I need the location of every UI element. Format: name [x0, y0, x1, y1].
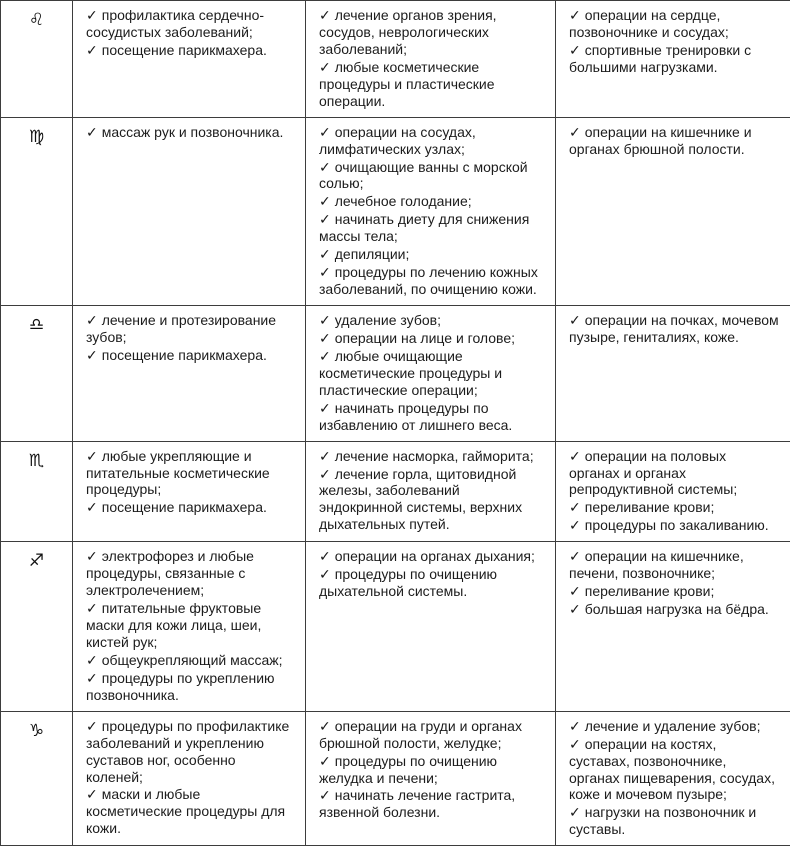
- list-item: [569, 548, 780, 582]
- list-item-text: спортивные тренировки с большими нагрузками.: [569, 42, 751, 75]
- content-cell: [306, 306, 556, 442]
- list-item-text: профилактика сердечно-сосудистых заболеваний;: [86, 7, 264, 40]
- list-item-text: лечение органов зрения, сосудов, неврологических заболеваний;: [319, 7, 497, 57]
- zodiac-sign-cell: [1, 306, 73, 442]
- list-item: [86, 448, 295, 499]
- list-item-text: лечение и протезирование зубов;: [86, 312, 276, 345]
- checkmark-icon: ✓: [569, 517, 581, 533]
- table-row: [1, 711, 790, 846]
- content-cell: [556, 441, 790, 542]
- list-item: [569, 583, 780, 600]
- content-cell: [306, 1, 556, 118]
- list-item-text: операции на лице и голове;: [335, 330, 515, 346]
- list-item-text: начинать процедуры по избавлению от лишнего веса.: [319, 400, 512, 433]
- list-item-text: лечение насморка, гайморита;: [335, 448, 534, 464]
- list-item-text: лечение и удаление зубов;: [585, 718, 761, 734]
- checkmark-icon: ✓: [319, 124, 331, 140]
- list-item: [319, 7, 545, 58]
- list-item: [86, 786, 295, 837]
- checkmark-icon: ✓: [569, 718, 581, 734]
- list-item: [569, 736, 780, 804]
- checkmark-icon: ✓: [86, 600, 98, 616]
- list-item-text: процедуры по очищению желудка и печени;: [319, 753, 497, 786]
- checkmark-icon: ✓: [319, 400, 331, 416]
- list-item-text: операции на костях, суставах, позвоночнике, органах пищеварения, сосудах, коже и мочевом пузыре;: [569, 736, 775, 803]
- checkmark-icon: ✓: [319, 159, 331, 175]
- list-item: [86, 499, 295, 516]
- list-item: [569, 312, 780, 346]
- checkmark-icon: ✓: [319, 718, 331, 734]
- list-item-text: маски и любые косметические процедуры для кожи.: [86, 786, 285, 836]
- checkmark-icon: ✓: [319, 753, 331, 769]
- checkmark-icon: ✓: [319, 787, 331, 803]
- checkmark-icon: ✓: [86, 499, 98, 515]
- table-row: [1, 1, 790, 118]
- content-cell: [306, 711, 556, 846]
- checkmark-icon: ✓: [569, 601, 581, 617]
- zodiac-sign-cell: [1, 711, 73, 846]
- content-cell: [73, 711, 306, 846]
- list-item: [569, 601, 780, 618]
- content-cell: [556, 711, 790, 846]
- list-item: [569, 42, 780, 76]
- table-row: [1, 306, 790, 442]
- list-item: [319, 59, 545, 110]
- table-row: [1, 117, 790, 305]
- list-item: [319, 787, 545, 821]
- checkmark-icon: ✓: [86, 42, 98, 58]
- checkmark-icon: ✓: [569, 448, 581, 464]
- checkmark-icon: ✓: [319, 246, 331, 262]
- zodiac-sign-cell: [1, 117, 73, 305]
- list-item: [569, 7, 780, 41]
- list-item-text: большая нагрузка на бёдра.: [585, 601, 769, 617]
- checkmark-icon: ✓: [319, 193, 331, 209]
- list-item: [569, 124, 780, 158]
- checkmark-icon: ✓: [569, 124, 581, 140]
- content-cell: [73, 1, 306, 118]
- list-item-text: операции на кишечнике, печени, позвоночнике;: [569, 548, 744, 581]
- list-item: [319, 400, 545, 434]
- list-item-text: процедуры по закаливанию.: [585, 517, 769, 533]
- list-item: [319, 466, 545, 534]
- checkmark-icon: ✓: [319, 264, 331, 280]
- list-item: [319, 264, 545, 298]
- checkmark-icon: ✓: [569, 312, 581, 328]
- list-item: [86, 42, 295, 59]
- checkmark-icon: ✓: [86, 347, 98, 363]
- list-item-text: посещение парикмахера.: [102, 42, 267, 58]
- content-cell: [306, 441, 556, 542]
- list-item-text: операции на груди и органах брюшной полости, желудке;: [319, 718, 522, 751]
- zodiac-sign-cell: [1, 1, 73, 118]
- list-item: [319, 193, 545, 210]
- list-item: [319, 330, 545, 347]
- content-cell: [73, 117, 306, 305]
- list-item-text: переливание крови;: [585, 499, 715, 515]
- zodiac-leo-icon: ♌: [29, 10, 44, 31]
- list-item: [319, 124, 545, 158]
- list-item: [319, 753, 545, 787]
- list-item-text: посещение парикмахера.: [102, 347, 267, 363]
- checkmark-icon: ✓: [569, 804, 581, 820]
- list-item: [569, 517, 780, 534]
- list-item-text: депиляции;: [335, 246, 410, 262]
- list-item: [319, 548, 545, 565]
- checkmark-icon: ✓: [86, 670, 98, 686]
- list-item: [569, 718, 780, 735]
- list-item-text: начинать лечение гастрита, язвенной болезни.: [319, 787, 515, 820]
- checkmark-icon: ✓: [569, 42, 581, 58]
- list-item: [86, 312, 295, 346]
- checkmark-icon: ✓: [319, 448, 331, 464]
- zodiac-libra-icon: ♎: [29, 315, 44, 336]
- zodiac-sign-cell: [1, 542, 73, 711]
- list-item: [86, 670, 295, 704]
- checkmark-icon: ✓: [86, 652, 98, 668]
- checkmark-icon: ✓: [319, 548, 331, 564]
- list-item-text: процедуры по очищению дыхательной системы.: [319, 566, 497, 599]
- content-cell: [556, 1, 790, 118]
- list-item-text: операции на сосудах, лимфатических узлах;: [319, 124, 476, 157]
- checkmark-icon: ✓: [569, 499, 581, 515]
- checkmark-icon: ✓: [86, 718, 98, 734]
- list-item-text: общеукрепляющий массаж;: [102, 652, 283, 668]
- list-item: [569, 499, 780, 516]
- checkmark-icon: ✓: [319, 566, 331, 582]
- list-item: [86, 600, 295, 651]
- zodiac-scorpio-icon: ♏: [29, 451, 44, 472]
- list-item-text: процедуры по укреплению позвоночника.: [86, 670, 275, 703]
- list-item-text: электрофорез и любые процедуры, связанные с электролечением;: [86, 548, 254, 598]
- list-item-text: массаж рук и позвоночника.: [102, 124, 284, 140]
- list-item-text: процедуры по лечению кожных заболеваний, по очищению кожи.: [319, 264, 538, 297]
- checkmark-icon: ✓: [569, 548, 581, 564]
- list-item-text: операции на половых органах и органах репродуктивной системы;: [569, 448, 737, 498]
- list-item: [319, 348, 545, 399]
- list-item: [319, 718, 545, 752]
- list-item: [319, 246, 545, 263]
- list-item: [569, 804, 780, 838]
- table-row: [1, 542, 790, 711]
- list-item-text: любые косметические процедуры и пластические операции.: [319, 59, 495, 109]
- checkmark-icon: ✓: [319, 330, 331, 346]
- checkmark-icon: ✓: [86, 448, 98, 464]
- checkmark-icon: ✓: [319, 59, 331, 75]
- list-item-text: операции на кишечнике и органах брюшной полости.: [569, 124, 752, 157]
- list-item: [86, 718, 295, 786]
- checkmark-icon: ✓: [319, 348, 331, 364]
- list-item: [569, 448, 780, 499]
- checkmark-icon: ✓: [569, 583, 581, 599]
- list-item: [319, 448, 545, 465]
- checkmark-icon: ✓: [86, 312, 98, 328]
- list-item: [319, 159, 545, 193]
- checkmark-icon: ✓: [569, 7, 581, 23]
- list-item-text: процедуры по профилактике заболеваний и укреплению суставов ног, особенно коленей;: [86, 718, 289, 785]
- list-item-text: лечение горла, щитовидной железы, заболеваний эндокринной системы, верхних дыхательных путей.: [319, 466, 522, 533]
- content-cell: [73, 542, 306, 711]
- checkmark-icon: ✓: [569, 736, 581, 752]
- list-item-text: посещение парикмахера.: [102, 499, 267, 515]
- list-item-text: любые очищающие косметические процедуры и пластические операции;: [319, 348, 502, 398]
- list-item-text: лечебное голодание;: [335, 193, 472, 209]
- zodiac-sign-cell: [1, 441, 73, 542]
- list-item: [86, 124, 295, 141]
- checkmark-icon: ✓: [319, 466, 331, 482]
- zodiac-sagittarius-icon: ♐: [29, 551, 44, 572]
- content-cell: [306, 542, 556, 711]
- content-cell: [306, 117, 556, 305]
- list-item-text: питательные фруктовые маски для кожи лица, шеи, кистей рук;: [86, 600, 261, 650]
- list-item: [86, 548, 295, 599]
- list-item: [86, 652, 295, 669]
- list-item-text: любые укрепляющие и питательные косметические процедуры;: [86, 448, 270, 498]
- content-cell: [556, 306, 790, 442]
- checkmark-icon: ✓: [319, 312, 331, 328]
- list-item-text: начинать диету для снижения массы тела;: [319, 211, 529, 244]
- checkmark-icon: ✓: [86, 124, 98, 140]
- checkmark-icon: ✓: [319, 7, 331, 23]
- list-item-text: операции на органах дыхания;: [335, 548, 535, 564]
- content-cell: [556, 542, 790, 711]
- list-item: [86, 7, 295, 41]
- zodiac-virgo-icon: ♍: [29, 127, 44, 148]
- list-item-text: очищающие ванны с морской солью;: [319, 159, 528, 192]
- list-item-text: операции на почках, мочевом пузыре, гениталиях, коже.: [569, 312, 779, 345]
- checkmark-icon: ✓: [86, 548, 98, 564]
- content-cell: [556, 117, 790, 305]
- checkmark-icon: ✓: [319, 211, 331, 227]
- list-item: [319, 211, 545, 245]
- zodiac-capricorn-icon: ♑: [29, 721, 44, 742]
- list-item: [319, 566, 545, 600]
- content-cell: [73, 441, 306, 542]
- table-row: [1, 441, 790, 542]
- list-item: [319, 312, 545, 329]
- list-item: [86, 347, 295, 364]
- content-cell: [73, 306, 306, 442]
- checkmark-icon: ✓: [86, 786, 98, 802]
- list-item-text: нагрузки на позвоночник и суставы.: [569, 804, 756, 837]
- list-item-text: удаление зубов;: [335, 312, 441, 328]
- checkmark-icon: ✓: [86, 7, 98, 23]
- list-item-text: переливание крови;: [585, 583, 715, 599]
- list-item-text: операции на сердце, позвоночнике и сосудах;: [569, 7, 729, 40]
- table-body: [1, 1, 790, 846]
